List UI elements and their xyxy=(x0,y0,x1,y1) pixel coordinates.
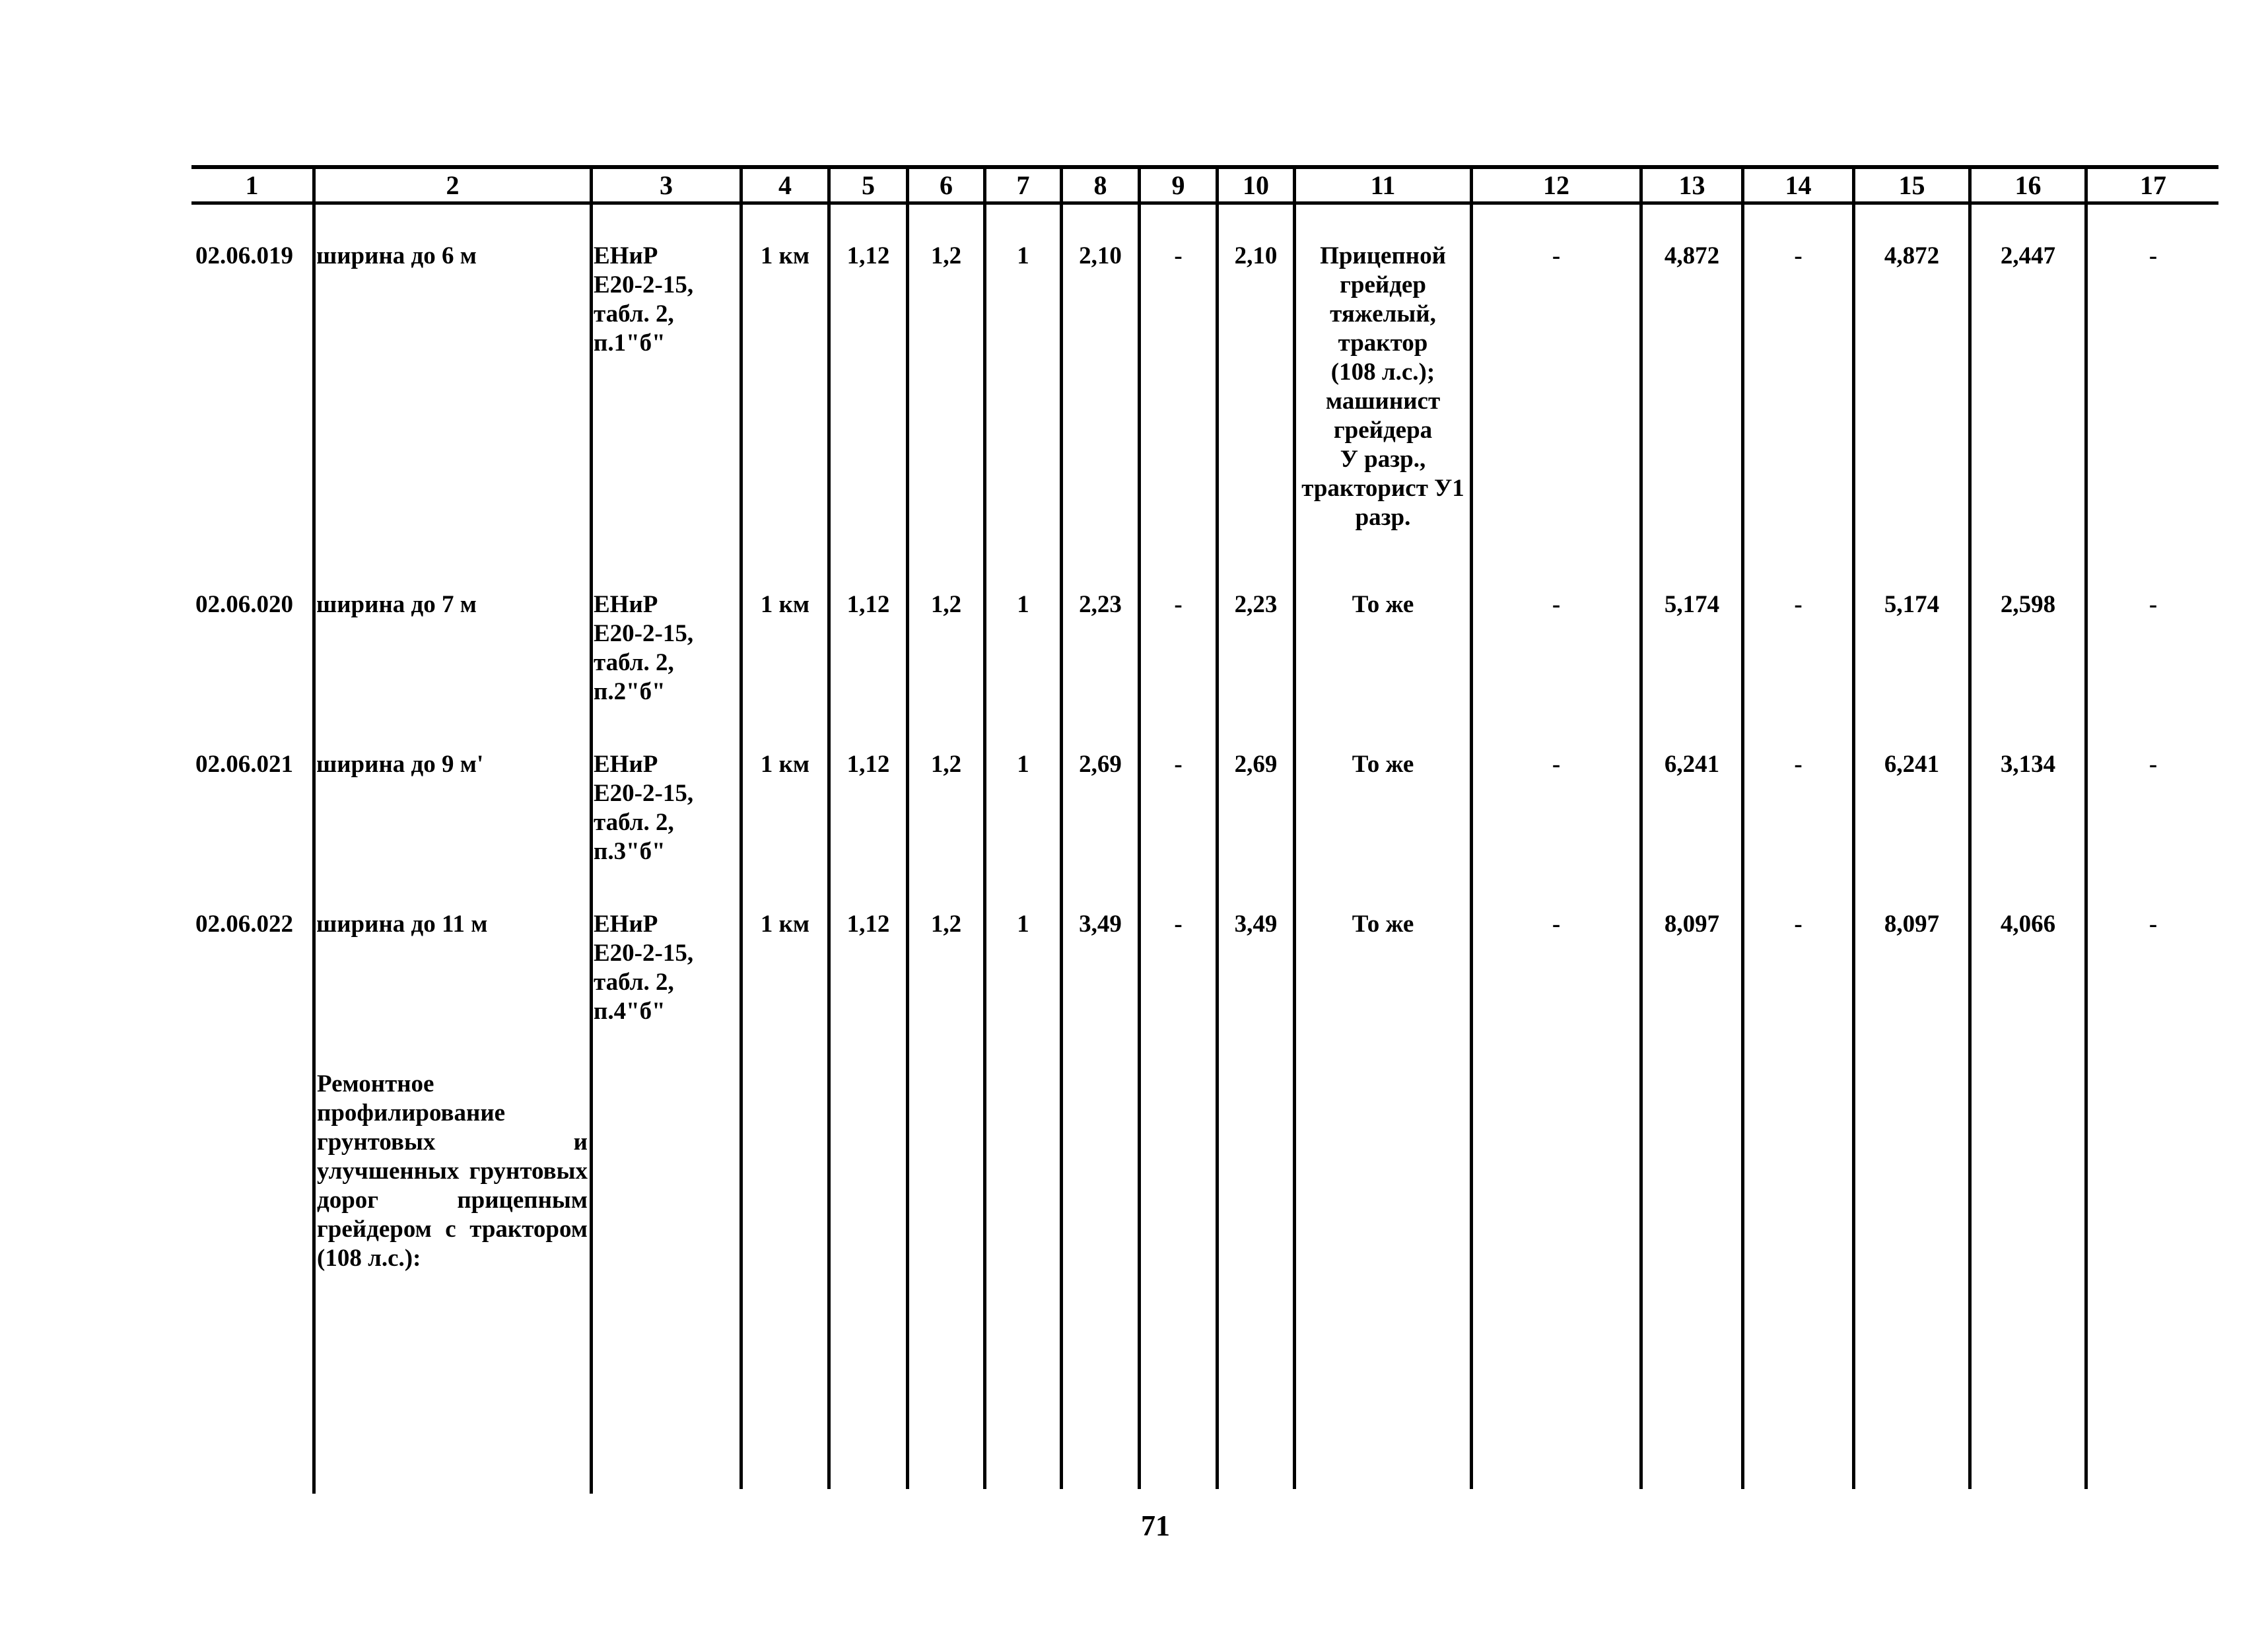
row-col14: - xyxy=(1794,242,1803,269)
column-divider xyxy=(739,165,743,1489)
row-col9: - xyxy=(1174,911,1183,938)
column-header-2: 2 xyxy=(446,170,460,200)
column-header-4: 4 xyxy=(778,170,792,200)
column-divider xyxy=(1138,165,1141,1489)
row-col17: - xyxy=(2148,911,2158,938)
row-col10: 3,49 xyxy=(1234,911,1278,938)
row-unit: 1 км xyxy=(760,591,810,618)
column-divider xyxy=(312,165,316,1494)
row-name: ширина до 9 м' xyxy=(316,751,484,778)
row-col9: - xyxy=(1174,591,1183,618)
row-col7: 1 xyxy=(1017,911,1029,938)
row-norm-reference: ЕНиР Е20-2-15, табл. 2, п.4"б" xyxy=(594,911,694,1025)
row-col16: 3,134 xyxy=(2000,751,2056,778)
column-divider xyxy=(906,165,909,1489)
row-col5: 1,12 xyxy=(846,911,890,938)
column-header-1: 1 xyxy=(245,170,259,200)
row-machines-crew: То же xyxy=(1352,911,1414,938)
row-col5: 1,12 xyxy=(846,751,890,778)
row-col6: 1,2 xyxy=(930,911,962,938)
row-col17: - xyxy=(2148,591,2158,618)
column-header-17: 17 xyxy=(2140,170,2166,200)
row-col10: 2,23 xyxy=(1234,591,1278,618)
row-col13: 8,097 xyxy=(1664,911,1720,938)
row-col6: 1,2 xyxy=(930,242,962,269)
row-unit: 1 км xyxy=(760,242,810,269)
row-norm-reference: ЕНиР Е20-2-15, табл. 2, п.2"б" xyxy=(594,591,694,705)
row-col8: 2,10 xyxy=(1079,242,1122,269)
row-code: 02.06.020 xyxy=(195,591,293,618)
row-col9: - xyxy=(1174,242,1183,269)
row-col17: - xyxy=(2148,242,2158,269)
row-col10: 2,10 xyxy=(1234,242,1278,269)
row-col12: - xyxy=(1552,242,1561,269)
row-col15: 5,174 xyxy=(1884,591,1940,618)
row-col13: 6,241 xyxy=(1664,751,1720,778)
row-col9: - xyxy=(1174,751,1183,778)
row-name: ширина до 6 м xyxy=(316,242,477,269)
column-header-8: 8 xyxy=(1093,170,1107,200)
section-heading: Ремонтное профилирование грунтовых и улучшенных грунтовых дорог прицепным грейдером с трактором (108 л.с.): xyxy=(317,1070,588,1272)
row-col16: 2,447 xyxy=(2000,242,2056,269)
row-name: ширина до 7 м xyxy=(316,591,477,618)
column-header-9: 9 xyxy=(1171,170,1185,200)
row-col8: 2,69 xyxy=(1079,751,1122,778)
row-col14: - xyxy=(1794,911,1803,938)
row-col15: 8,097 xyxy=(1884,911,1940,938)
column-header-3: 3 xyxy=(660,170,673,200)
row-machines-crew: Прицепной грейдер тяжелый, трактор (108 л.с.); машинист грейдера У разр., тракторист У1 разр. xyxy=(1301,242,1464,531)
row-col13: 4,872 xyxy=(1664,242,1720,269)
column-divider xyxy=(2084,165,2088,1489)
row-name: ширина до 11 м xyxy=(316,911,488,938)
column-divider xyxy=(1852,165,1855,1489)
row-code: 02.06.021 xyxy=(195,751,293,778)
row-machines-crew: То же xyxy=(1352,751,1414,778)
row-code: 02.06.022 xyxy=(195,911,293,938)
column-divider xyxy=(1470,165,1473,1489)
row-col8: 2,23 xyxy=(1079,591,1122,618)
row-col7: 1 xyxy=(1017,591,1029,618)
row-col12: - xyxy=(1552,751,1561,778)
column-header-12: 12 xyxy=(1543,170,1569,200)
row-col14: - xyxy=(1794,751,1803,778)
row-unit: 1 км xyxy=(760,751,810,778)
column-header-13: 13 xyxy=(1678,170,1705,200)
column-header-5: 5 xyxy=(862,170,875,200)
row-col16: 4,066 xyxy=(2000,911,2056,938)
column-divider xyxy=(1741,165,1744,1489)
column-header-15: 15 xyxy=(1898,170,1925,200)
row-col12: - xyxy=(1552,591,1561,618)
row-col14: - xyxy=(1794,591,1803,618)
row-col16: 2,598 xyxy=(2000,591,2056,618)
row-col10: 2,69 xyxy=(1234,751,1278,778)
row-norm-reference: ЕНиР Е20-2-15, табл. 2, п.1"б" xyxy=(594,242,694,357)
row-col5: 1,12 xyxy=(846,242,890,269)
row-col7: 1 xyxy=(1017,242,1029,269)
column-divider xyxy=(1968,165,1972,1489)
column-divider xyxy=(1216,165,1219,1489)
column-divider xyxy=(983,165,986,1489)
column-header-10: 10 xyxy=(1243,170,1269,200)
row-col15: 6,241 xyxy=(1884,751,1940,778)
page-number: 71 xyxy=(1141,1510,1170,1542)
row-col6: 1,2 xyxy=(930,591,962,618)
row-col13: 5,174 xyxy=(1664,591,1720,618)
row-norm-reference: ЕНиР Е20-2-15, табл. 2, п.3"б" xyxy=(594,751,694,865)
column-divider xyxy=(1639,165,1643,1489)
column-divider xyxy=(1060,165,1063,1489)
row-col8: 3,49 xyxy=(1079,911,1122,938)
column-header-14: 14 xyxy=(1785,170,1812,200)
column-header-7: 7 xyxy=(1016,170,1030,200)
row-col17: - xyxy=(2148,751,2158,778)
column-divider xyxy=(827,165,831,1489)
row-machines-crew: То же xyxy=(1352,591,1414,618)
row-col6: 1,2 xyxy=(930,751,962,778)
row-code: 02.06.019 xyxy=(195,242,293,269)
row-col7: 1 xyxy=(1017,751,1029,778)
column-header-16: 16 xyxy=(2014,170,2042,200)
column-header-11: 11 xyxy=(1370,170,1396,200)
row-col12: - xyxy=(1552,911,1561,938)
column-header-6: 6 xyxy=(940,170,953,200)
row-col5: 1,12 xyxy=(846,591,890,618)
row-col15: 4,872 xyxy=(1884,242,1940,269)
row-unit: 1 км xyxy=(760,911,810,938)
